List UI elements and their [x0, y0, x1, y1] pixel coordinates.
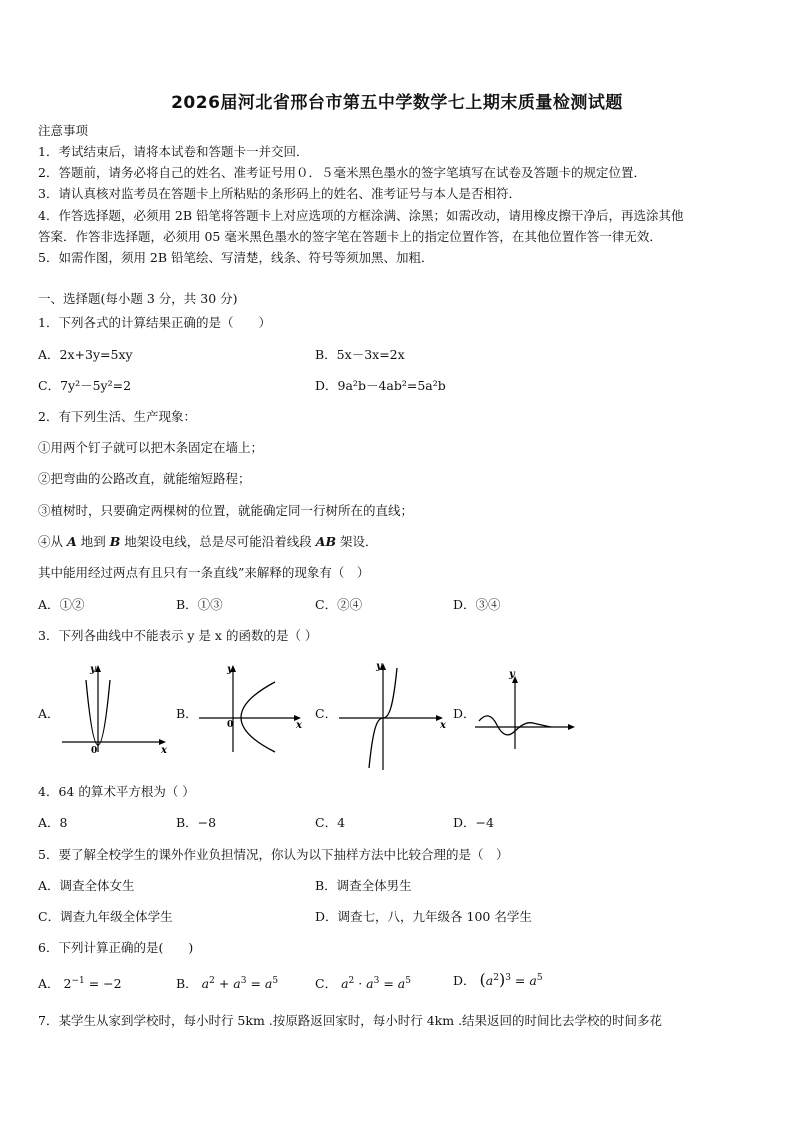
notice-heading: 注意事项 [38, 123, 89, 138]
q3-option-d: D． [453, 706, 476, 721]
q2-s4-text: ④从 [38, 534, 64, 549]
q6-option-c-formula: $a^2 \cdot a^3 = a^5$ [341, 975, 411, 991]
q3-graph-c [337, 658, 452, 773]
q2-option-a: A．①② [38, 597, 85, 612]
question-5-stem: 5．要了解全校学生的课外作业负担情况，你认为以下抽样方法中比较合理的是（ ） [38, 847, 509, 862]
q6-option-d-formula: $(a^2)^3 = a^5$ [479, 970, 543, 989]
q1-option-a: A．2x+3y=5xy [38, 347, 133, 362]
q2-s4-text: 架设． [340, 534, 378, 549]
q4-option-c: C．4 [315, 815, 346, 830]
q5-option-b: B．调查全体男生 [315, 878, 412, 893]
q6-option-a-formula: $2^{-1} = -2$ [63, 975, 122, 991]
q1-option-c: C．7y²－5y²=2 [38, 378, 132, 393]
q3-graph-a [60, 660, 170, 755]
q6-option-a-letter: A． [38, 976, 60, 991]
q4-option-d: D．−4 [453, 815, 494, 830]
y-label: y [227, 664, 233, 675]
question-1-stem: 1．下列各式的计算结果正确的是（ ） [38, 315, 271, 330]
notice-item: 1．考试结束后，请将本试卷和答题卡一并交回． [38, 144, 309, 159]
q6-option-d-letter: D． [453, 973, 476, 988]
question-7-stem: 7．某学生从家到学校时，每小时行 5km .按原路返回家时，每小时行 4km .结果返回的时间比去学校的时间多花 [38, 1013, 663, 1028]
q6-option-d [453, 970, 543, 989]
q1-option-b: B．5x－3x=2x [315, 347, 405, 362]
notice-item: 4．作答选择题，必须用 2B 铅笔将答题卡上对应选项的方框涂满、涂黑；如需改动，请用橡皮擦干净后，再选涂其他 [38, 208, 684, 223]
q6-option-b-formula: $a^2 + a^3 = a^5$ [201, 975, 279, 991]
q3-option-c: C． [315, 706, 338, 721]
q1-option-d: D．9a²b－4ab²=5a²b [315, 378, 446, 393]
q2-ask: 其中能用经过两点有且只有一条直线”来解释的现象有（ ） [38, 565, 370, 580]
question-2-stem: 2．有下列生活、生产现象： [38, 409, 196, 424]
q6-option-c-letter: C． [315, 976, 338, 991]
notice-item: 2．答题前，请务必将自己的姓名、准考证号用０．５毫米黑色墨水的签字笔填写在试卷及答题卡的规定位置． [38, 165, 646, 180]
section-heading: 一、选择题(每小题 3 分，共 30 分) [38, 291, 238, 306]
q3-option-b: B． [176, 706, 198, 721]
q5-option-c: C．调查九年级全体学生 [38, 909, 173, 924]
question-4-stem: 4．64 的算术平方根为（ ） [38, 784, 195, 799]
q2-option-c: C．②④ [315, 597, 363, 612]
x-label: x [161, 745, 167, 755]
origin-label: 0 [91, 746, 98, 755]
q6-option-b-letter: B． [176, 976, 198, 991]
x-label: x [440, 720, 446, 731]
q2-statement-2: ②把弯曲的公路改直，就能缩短路程； [38, 471, 251, 486]
page-title: 2026届河北省邢台市第五中学数学七上期末质量检测试题 [171, 93, 623, 113]
y-label: y [376, 661, 382, 672]
q6-option-c [315, 974, 411, 992]
q3-graph-b [197, 660, 307, 755]
curve [241, 682, 275, 752]
notice-item: 答案．作答非选择题，必须用 05 毫米黑色墨水的签字笔在答题卡上的指定位置作答，在其他位置作答一律无效． [38, 229, 662, 244]
q4-option-a: A．8 [38, 815, 68, 830]
q5-option-d: D．调查七，八，九年级各 100 名学生 [315, 909, 532, 924]
origin-label: 0 [227, 720, 234, 730]
segment-ab-label: AB [315, 534, 337, 549]
point-b-label: B [109, 534, 121, 549]
y-label: y [509, 669, 515, 680]
notice-item: 3．请认真核对监考员在答题卡上所粘贴的条形码上的姓名、准考证号与本人是否相符． [38, 186, 521, 201]
q6-option-a [38, 974, 122, 992]
q2-s4-text: 地到 [80, 534, 106, 549]
y-label: y [90, 664, 96, 675]
x-axis-arrow [568, 724, 575, 730]
q2-statement-1: ①用两个钉子就可以把木条固定在墙上； [38, 440, 264, 455]
question-3-stem: 3．下列各曲线中不能表示 y 是 x 的函数的是（ ） [38, 628, 318, 643]
q3-option-a: A． [38, 706, 60, 721]
q2-statement-4 [38, 532, 378, 550]
q2-s4-text: 地架设电线，总是尽可能沿着线段 [124, 534, 312, 549]
q5-option-a: A．调查全体女生 [38, 878, 135, 893]
notice-item: 5．如需作图，须用 2B 铅笔绘、写清楚，线条、符号等须加黑、加粗． [38, 250, 434, 265]
q2-option-b: B．①③ [176, 597, 223, 612]
q2-option-d: D．③④ [453, 597, 501, 612]
y-axis-arrow [95, 665, 101, 672]
x-label: x [296, 720, 302, 731]
q4-option-b: B．−8 [176, 815, 217, 830]
q3-graph-d [473, 665, 583, 750]
point-a-label: A [67, 534, 77, 549]
q6-option-b [176, 974, 278, 992]
q2-statement-3: ③植树时，只要确定两棵树的位置，就能确定同一行树所在的直线； [38, 503, 414, 518]
question-6-stem: 6．下列计算正确的是( ) [38, 940, 194, 955]
